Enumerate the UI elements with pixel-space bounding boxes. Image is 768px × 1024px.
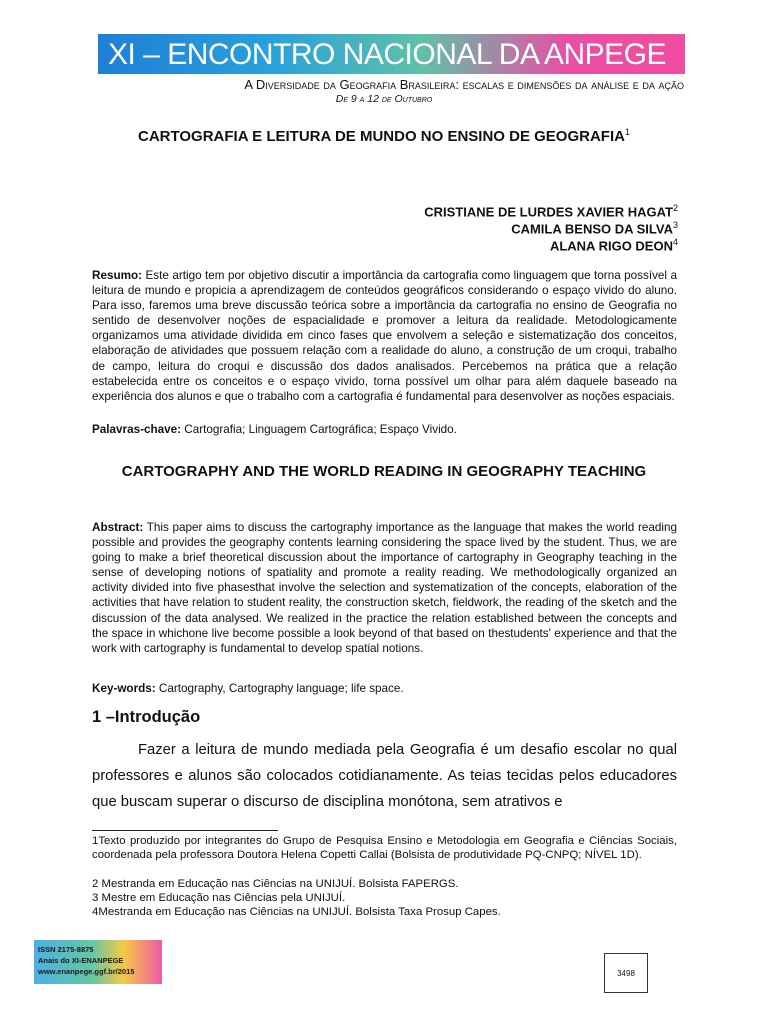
anais-text: Anais do XI-ENANPEGE — [38, 956, 124, 965]
paper-title-en: CARTOGRAPHY AND THE WORLD READING IN GEOGRAPHY TEACHING — [121, 463, 647, 480]
event-dates: De 9 a 12 de Outubro — [335, 93, 433, 105]
page-number: 3498 — [604, 953, 648, 993]
footnote-3: 3 Mestre em Educação nas Ciências pela UNIJUÍ. — [92, 892, 346, 904]
event-title: XI – ENCONTRO NACIONAL DA ANPEGE — [108, 38, 667, 71]
abstract: Abstract: This paper aims to discuss the cartography importance as the language that makes the world reading possible and provides the geography contents learning considering the space lived by the student. Thus, we are going to make a brief theoretical discussion about the importance of cartography in Geography teaching in the sense of developing notions of spatiality and promote a reality reading. We methodologically organized an activity divided into five phasesthat involve the selection and systematization of the concepts, elaboration of the activities that have relation to student reality, the construction sketch, fieldwork, the reading of the sketch and the discussion of the data analysed. We realized in the practice the relation established between the concepts and the space in whichone live become possible a look beyond of that based on thestudents' experience and that the work with cartography is fundamental to develop spatial notions. — [92, 521, 677, 655]
paper-title-pt: CARTOGRAFIA E LEITURA DE MUNDO NO ENSINO DE GEOGRAFIA$^1$ — [138, 127, 630, 145]
issn-badge — [34, 940, 162, 984]
event-subtitle: A Diversidade da Geografia Brasileira: escalas e dimensões da análise e da ação — [244, 77, 684, 92]
author-1: CRISTIANE DE LURDES XAVIER HAGAT$^2$ — [424, 203, 678, 220]
issn-text: ISSN 2175-8875 — [38, 945, 94, 954]
author-3: ALANA RIGO DEON$^4$ — [549, 237, 678, 254]
author-2: CAMILA BENSO DA SILVA$^3$ — [511, 220, 678, 237]
footnote-1: 1Texto produzido por integrantes do Grupo de Pesquisa Ensino e Metodologia em Geografia e Ciências Sociais, coordenada pela professora Doutora Helena Copetti Callai (Bolsista de produtividade PQ-CNPQ; NÍVEL 1D). — [92, 835, 677, 861]
palavras-chave: Palavras-chave: Cartografia; Linguagem Cartográfica; Espaço Vivido. — [92, 423, 457, 436]
resumo: Resumo: Este artigo tem por objetivo discutir a importância da cartografia como linguagem que torna possível a leitura de mundo e propicia a aprendizagem de conteúdos geográficos considerando o espaço vivido do aluno. Para isso, faremos uma breve discussão teórica sobre a importância da cartografia no ensino de Geografia no sentido de desenvolver noções de espacialidade e promover a leitura da realidade. Metodologicamente organizamos uma atividade dividida em cinco fases que envolvem a seleção e sistematização dos conceitos, elaboração de atividades que possuem relação com a realidade do aluno, a construção de um croqui, trabalho de campo, leitura do croqui e discussão dos dados analisados. Percebemos na prática que a relação estabelecida entre os conceitos e o espaço vivido, torna possível um olhar para além daquele baseado na experiência dos alunos e que o trabalho com a cartografia é fundamental para desenvolver as noções espaciais. — [92, 269, 678, 403]
site-link[interactable]: www.enanpege.ggf.br/2015 — [38, 967, 135, 976]
footnote-divider — [92, 830, 278, 831]
footnote-2: 2 Mestranda em Educação nas Ciências na UNIJUÍ. Bolsista FAPERGS. — [92, 878, 459, 890]
footnote-ref: 1 — [624, 127, 630, 137]
footnote-4: 4Mestranda em Educação nas Ciências na UNIJUÍ. Bolsista Taxa Prosup Capes. — [92, 906, 501, 918]
keywords: Key-words: Cartography, Cartography language; life space. — [92, 682, 404, 695]
intro-paragraph: Fazer a leitura de mundo mediada pela Geografia é um desafio escolar no qual professores e alunos são colocados cotidianamente. As teias tecidas pelos educadores que buscam superar o discurso de disciplina monótona, sem atrativos e — [92, 742, 677, 810]
section-heading: 1 –Introdução — [92, 708, 201, 726]
